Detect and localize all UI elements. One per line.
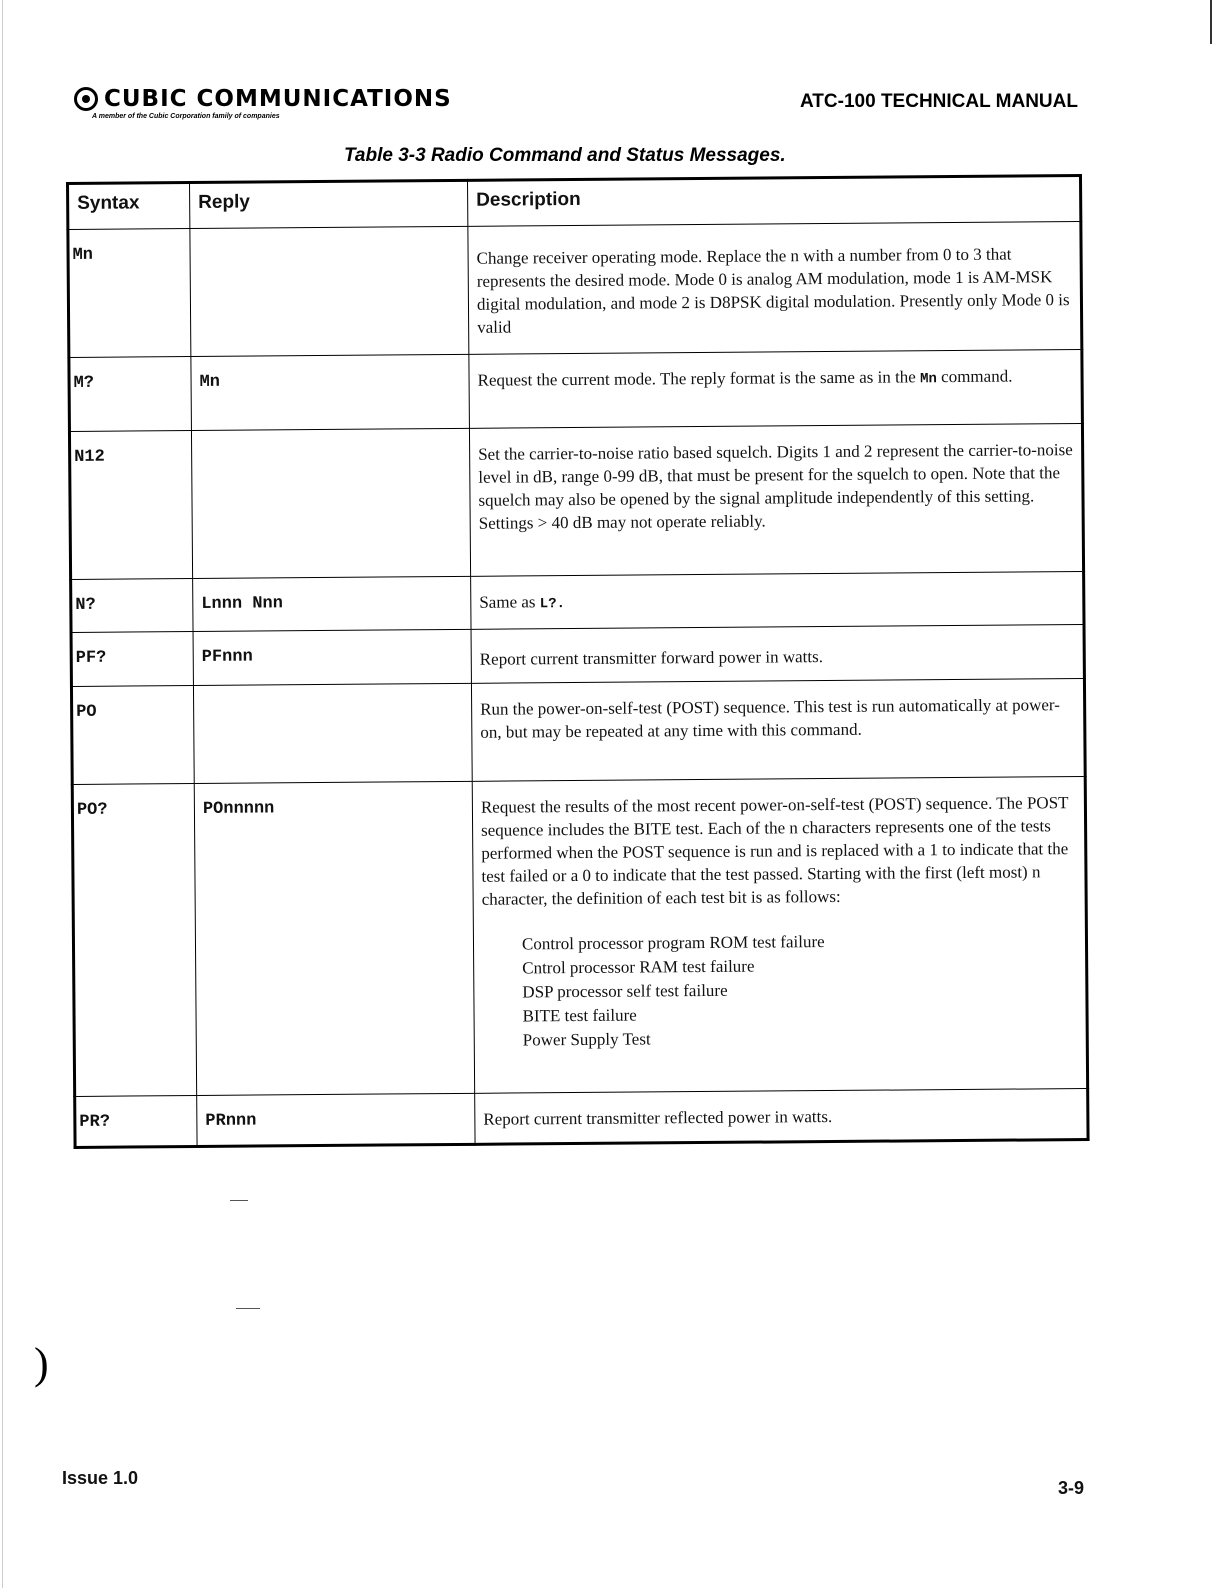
syntax-cell: PF? [71, 632, 193, 687]
syntax-cell: PO? [72, 784, 196, 1097]
description-text: Request the current mode. The reply format is the same as in the [477, 367, 916, 390]
syntax-cell: PR? [75, 1096, 197, 1148]
table-row [68, 222, 1082, 358]
description-cell [475, 1089, 1088, 1145]
description-cell [472, 777, 1087, 1094]
post-test-list [522, 928, 1078, 1052]
description-text: Request the results of the most recent power-on-self-test (POST) sequence. The POST sequence includes the BITE test. Each of the n characters represents one of the tests performed when the POST sequence is run and is replaced with a 1 to indicate that the test failed or a 0 to indicate that the test passed. Starting with the first (left most) n character, the definition of each test bit is as follows: [480, 793, 1069, 909]
description-cell [471, 625, 1084, 684]
post-test-item: Control processor program ROM test failure [521, 932, 825, 954]
cubic-logo-icon [74, 87, 98, 111]
syntax-cell: M? [69, 357, 192, 432]
command-status-table [66, 174, 1090, 1149]
reply-cell: PFnnn [193, 629, 471, 685]
scan-speck [230, 1200, 248, 1201]
description-text: Run the power-on-self-test (POST) sequence. This test is run automatically at power-on, but may be repeated at any time with this command. [480, 695, 1060, 742]
command-table-wrapper [66, 174, 1090, 1149]
description-text: Set the carrier-to-noise ratio based squelch. Digits 1 and 2 represent the carrier-to-noise level in dB, range 0-99 dB, that must be present for the squelch to open. Note that the squelch may also be opened by the signal amplitude independently of this setting. Settings > 40 dB may not operate reliably. [478, 440, 1073, 533]
company-name: CUBIC COMMUNICATIONS [104, 86, 452, 112]
description-text: Report current transmitter reflected power in watts. [483, 1107, 833, 1129]
syntax-cell: N? [71, 579, 193, 633]
command-reference: Mn [920, 371, 937, 388]
column-header-description: Description [467, 176, 1080, 227]
description-text: Same as [479, 592, 536, 612]
description-cell [471, 572, 1084, 630]
post-test-item: BITE test failure [522, 1005, 637, 1026]
page-number: 3-9 [1058, 1478, 1085, 1498]
reply-cell: Mn [191, 354, 470, 430]
reply-cell: POnnnnn [194, 781, 474, 1095]
scan-speck [236, 1308, 260, 1309]
reply-cell [191, 428, 470, 578]
table-row [72, 777, 1087, 1097]
command-reference: L?. [539, 596, 566, 613]
company-tagline: A member of the Cubic Corporation family of companies [92, 113, 280, 120]
description-cell [469, 424, 1083, 577]
reply-cell [193, 683, 472, 783]
description-cell [471, 679, 1085, 782]
table-row [69, 424, 1083, 580]
table-row [71, 679, 1085, 785]
table-title: Table 3-3 Radio Command and Status Messages. [344, 145, 786, 166]
table-row [75, 1089, 1088, 1148]
table-row [71, 625, 1084, 687]
table-row [69, 350, 1083, 432]
description-text: Change receiver operating mode. Replace the n with a number from 0 to 3 that represents the desired mode. Mode 0 is analog AM modulation, mode 1 is AM-MSK digital modulation, and mode 2 is D8PSK digital modulation. Presently only Mode 0 is valid [476, 244, 1070, 337]
reply-cell: PRnnn [197, 1093, 475, 1146]
column-header-reply: Reply [190, 180, 468, 228]
syntax-cell: PO [71, 686, 194, 785]
syntax-cell: N12 [69, 431, 192, 580]
post-test-item: DSP processor self test failure [522, 980, 728, 1002]
description-text: Report current transmitter forward power in watts. [479, 647, 824, 669]
scan-edge-left [2, 0, 3, 1588]
manual-title: ATC-100 TECHNICAL MANUAL [800, 91, 1078, 112]
reply-cell [190, 226, 469, 356]
table-row [71, 572, 1084, 633]
issue-label: Issue 1.0 [62, 1468, 139, 1488]
syntax-cell: Mn [68, 229, 191, 358]
scan-edge-right [1210, 0, 1212, 44]
table-header-row [68, 176, 1081, 230]
description-cell [468, 222, 1082, 355]
post-test-item: Power Supply Test [522, 1029, 651, 1050]
reply-cell: Lnnn Nnn [193, 576, 471, 631]
description-cell [469, 350, 1083, 429]
column-header-syntax: Syntax [68, 183, 190, 230]
post-test-item: Cntrol processor RAM test failure [522, 956, 755, 978]
company-logo [74, 86, 452, 120]
margin-mark: ) [34, 1339, 49, 1388]
description-text-continued: command. [941, 366, 1013, 387]
